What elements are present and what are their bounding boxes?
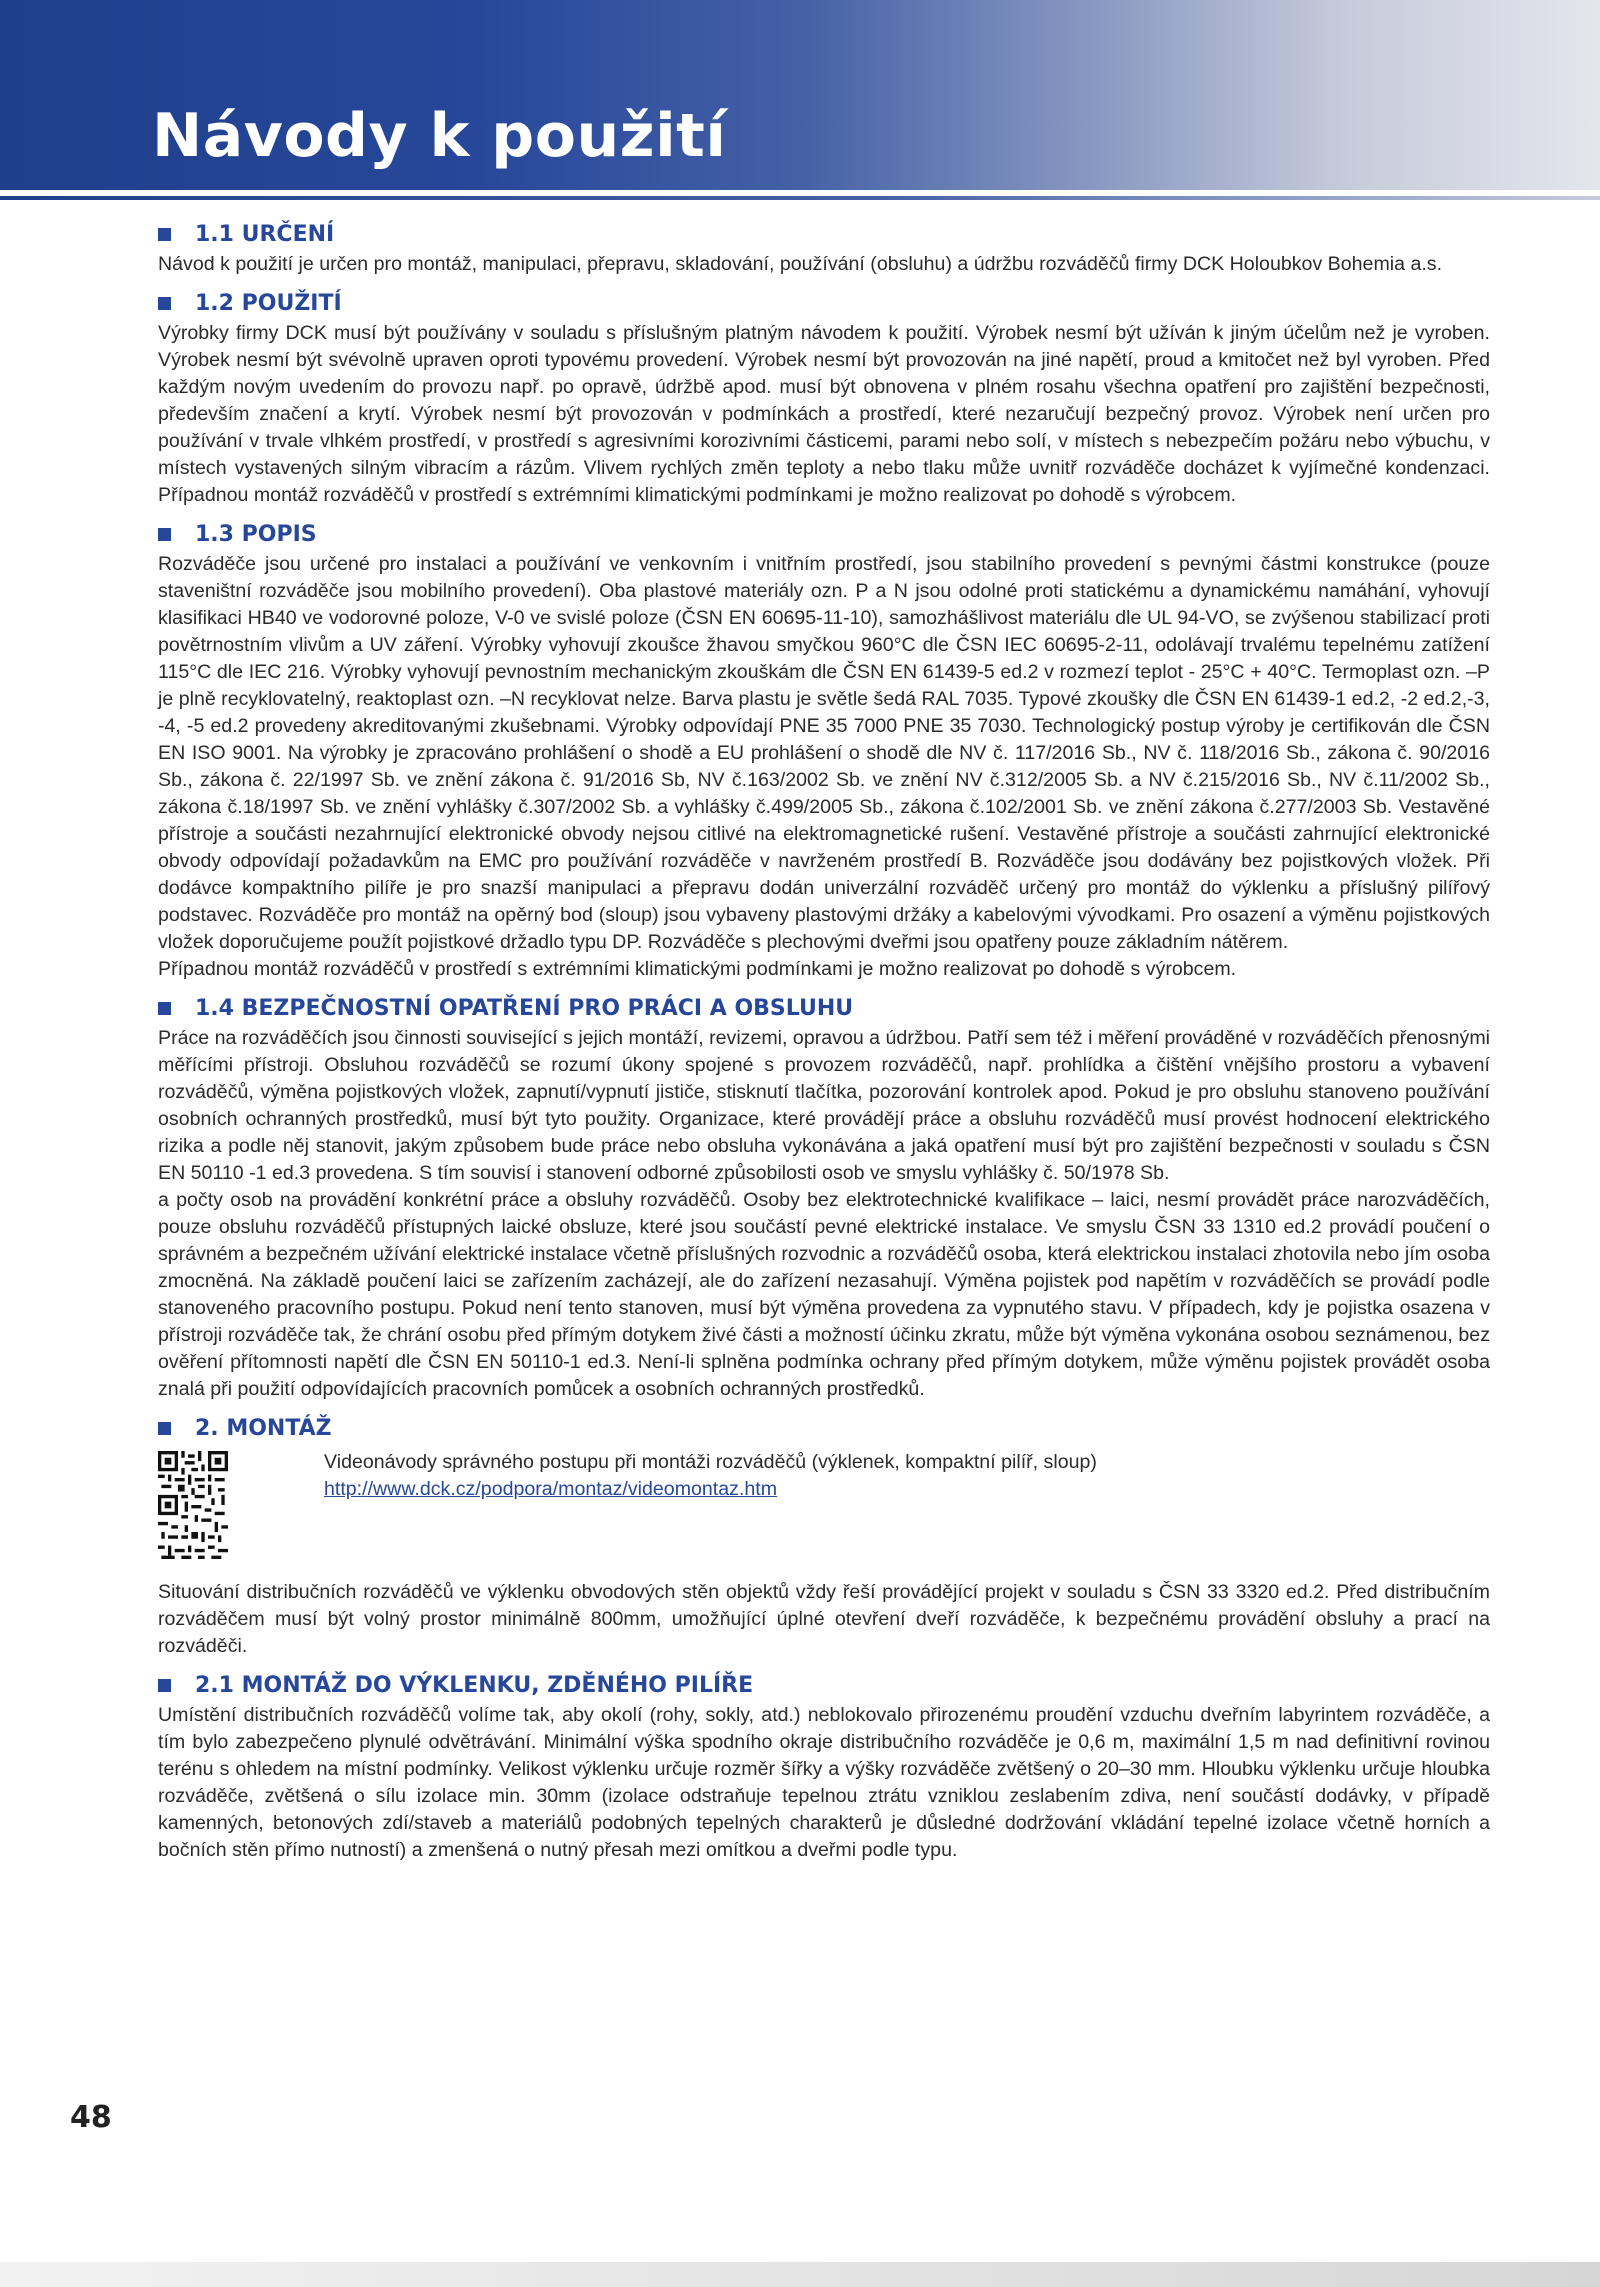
section-heading-text: 2.1 MONTÁŽ DO VÝKLENKU, ZDĚNÉHO PILÍŘE: [195, 1672, 754, 1698]
video-guide-description: Videonávody správného postupu při montáži rozváděčů (výklenek, kompaktní pilíř, sloup): [324, 1451, 1097, 1473]
paragraph: Práce na rozváděčích jsou činnosti související s jejich montáží, revizemi, opravou a údržbou. Patří sem též i měření prováděné v rozváděčích přenosnými měřícími přístroji. Obsluhou rozváděčů se rozumí úkony spojené s provozem rozváděčů, např. prohlídka a čištění vnějšího prostoru a vybavení rozváděčů, výměna pojistkových vložek, zapnutí/vypnutí jističe, stisknutí tlačítka, pozorování kontrolek apod. Pokud je pro obsluhu stanoveno používání osobních ochranných prostředků, musí být tyto použity. Organizace, které provádějí práce a obsluhu rozváděčů musí provést hodnocení elektrického rizika a podle něj stanovit, jakým způsobem bude práce nebo obsluha vykonávána a jaká opatření musí být pro zajištění bezpečnosti v souladu s ČSN EN 50110 -1 ed.3 provedena. S tím souvisí i stanovení odborné způsobilosti osob ve smyslu vyhlášky č. 50/1978 Sb.: [158, 1027, 1490, 1184]
section-pouziti: [158, 286, 1490, 509]
qr-code-icon[interactable]: [158, 1451, 228, 1559]
section-heading-text: 1.1 URČENÍ: [195, 221, 335, 247]
paragraph: Situování distribučních rozváděčů ve výklenku obvodových stěn objektů vždy řeší provádějící projekt v souladu s ČSN 33 3320 ed.2. Před distribučním rozváděčem musí být volný prostor minimálně 800mm, umožňující úplné otevření dveří rozváděče, k bezpečnému provádění obsluhy a prací na rozváděči.: [158, 1581, 1490, 1657]
section-heading: [158, 1668, 1490, 1702]
square-bullet-icon: [158, 1422, 171, 1435]
section-heading-text: 1.3 POPIS: [195, 521, 317, 547]
video-guide-text: [324, 1449, 1097, 1503]
section-montaz: [158, 1411, 1490, 1660]
content: [158, 217, 1490, 1864]
section-bezpecnost: [158, 991, 1490, 1403]
square-bullet-icon: [158, 1679, 171, 1692]
page-number: 48: [70, 2100, 112, 2135]
video-guide-link[interactable]: http://www.dck.cz/podpora/montaz/videomontaz.htm: [324, 1478, 778, 1500]
section-heading: [158, 1411, 1490, 1445]
square-bullet-icon: [158, 297, 171, 310]
section-montaz-vyklenek: [158, 1668, 1490, 1864]
section-heading: [158, 517, 1490, 551]
section-heading-text: 1.4 BEZPEČNOSTNÍ OPATŘENÍ PRO PRÁCI A OBSLUHU: [195, 995, 854, 1021]
section-heading: [158, 991, 1490, 1025]
square-bullet-icon: [158, 1002, 171, 1015]
header-rule: [0, 196, 1600, 200]
paragraph: Umístění distribučních rozváděčů volíme tak, aby okolí (rohy, sokly, atd.) neblokovalo přirozenému proudění vzduchu dveřním labyrintem rozváděče, a tím bylo zabezpečeno plynulé odvětrávání. Minimální výška spodního okraje distribučního rozváděče je 0,6 m, maximální 1,5 m nad definitivní rovinou terénu s ohledem na místní podmínky. Velikost výklenku určuje rozměr šířky a výšky rozváděče zvětšený o 20–30 mm. Hloubku výklenku určuje hloubka rozváděče, zvětšená o sílu izolace min. 30mm (izolace odstraňuje tepelnou ztrátu vzniklou zeslabením zdiva, není součástí dodávky, v případě kamenných, betonových zdí/staveb a materiálů podobných tepelných charakterů je důsledné dodržování vkládání tepelné izolace včetně horních a bočních stěn přímo nutností) a zmenšená o nutný přesah mezi omítkou a dveřmi podle typu.: [158, 1704, 1490, 1861]
square-bullet-icon: [158, 528, 171, 541]
paragraph: Rozváděče jsou určené pro instalaci a používání ve venkovním i vnitřním prostředí, jsou stabilního provedení s pevnými částmi konstrukce (pouze staveništní rozváděče jsou mobilního provedení). Oba plastové materiály ozn. P a N jsou odolné proti statickému a dynamickému namáhání, vyhovují klasifikaci HB40 ve vodorovné poloze, V-0 ve svislé poloze (ČSN EN 60695-11-10), samozhášlivost materiálu dle UL 94-VO, se zvýšenou stabilizací proti povětrnostním vlivům a UV záření. Výrobky vyhovují zkoušce žhavou smyčkou 960°C dle ČSN IEC 60695-2-11, odolávají trvalému tepelnému zatížení 115°C dle IEC 216. Výrobky vyhovují pevnostním mechanickým zkouškám dle ČSN EN 61439-5 ed.2 v rozmezí teplot - 25°C + 40°C. Termoplast ozn. –P je plně recyklovatelný, reaktoplast ozn. –N recyklovat nelze. Barva plastu je světle šedá RAL 7035. Typové zkoušky dle ČSN EN 61439-1 ed.2, -2 ed.2,-3, -4, -5 ed.2 provedeny akreditovanými zkušebnami. Výrobky odpovídají PNE 35 7000 PNE 35 7030. Technologický postup výroby je certifikován dle ČSN EN ISO 9001. Na výrobky je zpracováno prohlášení o shodě a EU prohlášení o shodě dle NV č. 117/2016 Sb., NV č. 118/2016 Sb., zákona č. 90/2016 Sb., zákona č. 22/1997 Sb. ve znění zákona č. 91/2016 Sb, NV č.163/2002 Sb. ve znění NV č.312/2005 Sb. a NV č.215/2016 Sb., NV č.11/2002 Sb., zákona č.18/1997 Sb. ve znění vyhlášky č.307/2002 Sb. a vyhlášky č.499/2005 Sb., zákona č.102/2001 Sb. ve znění zákona č.277/2003 Sb. Vestavěné přístroje a součásti nezahrnující elektronické obvody nejsou citlivé na elektromagnetické rušení. Vestavěné přístroje a součásti zahrnující elektronické obvody odpovídají požadavkům na EMC pro používání rozváděče v navrženém prostředí B. Rozváděče jsou dodávány bez pojistkových vložek. Při dodávce kompaktního pilíře je pro snazší manipulaci a přepravu dodán univerzální rozváděč určený pro montáž do výklenku a příslušný pilířový podstavec. Rozváděče pro montáž na opěrný bod (sloup) jsou vybaveny plastovými držáky a kabelovými vývodkami. Pro osazení a výměnu pojistkových vložek doporučujeme použít pojistkové držadlo typu DP. Rozváděče s plechovými dveřmi jsou opatřeny pouze základním nátěrem.: [158, 553, 1491, 953]
paragraph: a počty osob na provádění konkrétní práce a obsluhy rozváděčů. Osoby bez elektrotechnické kvalifikace – laici, nesmí provádět práce narozváděčích, pouze obsluhu rozváděčů přístupných laické obsluze, které jsou součástí pevné elektrické instalace. Ve smyslu ČSN 33 1310 ed.2 provádí poučení o správném a bezpečném užívání elektrické instalace včetně příslušných rozvodnic a rozváděčů osoba, která elektrickou instalaci zhotovila nebo jím osoba zmocněná. Na základě poučení laici se zařízením zacházejí, ale do zařízení nezasahují. Výměna pojistek pod napětím v rozváděčích se provádí podle stanoveného pracovního postupu. Pokud není tento stanoven, musí být výměna provedena za vypnutého stavu. V případech, kdy je pojistka osazena v přístroji rozváděče tak, že chrání osobu před přímým dotykem živé části a možností účinku zkratu, může být výměna vykonána osobou seznámenou, bez ověření přítomnosti napětí dle ČSN EN 50110-1 ed.3. Není-li splněna podmínka ochrany před přímým dotykem, může výměnu pojistek provádět osoba znalá při použití odpovídajících pracovních pomůcek a osobních ochranných prostředků.: [158, 1189, 1490, 1400]
section-heading-text: 1.2 POUŽITÍ: [195, 290, 342, 316]
section-urceni: [158, 217, 1490, 278]
section-heading: [158, 217, 1490, 251]
paragraph: Návod k použití je určen pro montáž, manipulaci, přepravu, skladování, používání (obsluhu) a údržbu rozváděčů firmy DCK Holoubkov Bohemia a.s.: [158, 253, 1443, 275]
section-heading-text: 2. MONTÁŽ: [195, 1415, 332, 1441]
page-title: Návody k použití: [152, 101, 727, 171]
paragraph: Případnou montáž rozváděčů v prostředí s extrémními klimatickými podmínkami je možno realizovat po dohodě s výrobcem.: [158, 958, 1237, 980]
paragraph: Výrobky firmy DCK musí být používány v souladu s příslušným platným návodem k použití. Výrobek nesmí být užíván k jiným účelům než je vyroben. Výrobek nesmí být svévolně upraven oproti typovému provedení. Výrobek nesmí být provozován na jiné napětí, proud a kmitočet než byl vyroben. Před každým novým uvedením do provozu např. po opravě, údržbě apod. musí být obnovena v plném rosahu všechna opatření pro zajištění bezpečnosti, především značení a krytí. Výrobek nesmí být provozován v podmínkách a prostředí, které nezaručují bezpečný provoz. Výrobek není určen pro používání v trvale vlhkém prostředí, v prostředí s agresivními korozivními částicemi, parami nebo solí, v místech s nebezpečím požáru nebo výbuchu, v místech vystavených silným vibracím a rázům. Vlivem rychlých změn teploty a nebo tlaku může uvnitř rozváděče docházet k vyjímečné kondenzaci. Případnou montáž rozváděčů v prostředí s extrémními klimatickými podmínkami je možno realizovat po dohodě s výrobcem.: [158, 322, 1490, 506]
section-heading: [158, 286, 1490, 320]
footer-bar: [0, 2262, 1600, 2287]
square-bullet-icon: [158, 228, 171, 241]
section-popis: [158, 517, 1490, 983]
video-guide: [158, 1449, 1490, 1575]
